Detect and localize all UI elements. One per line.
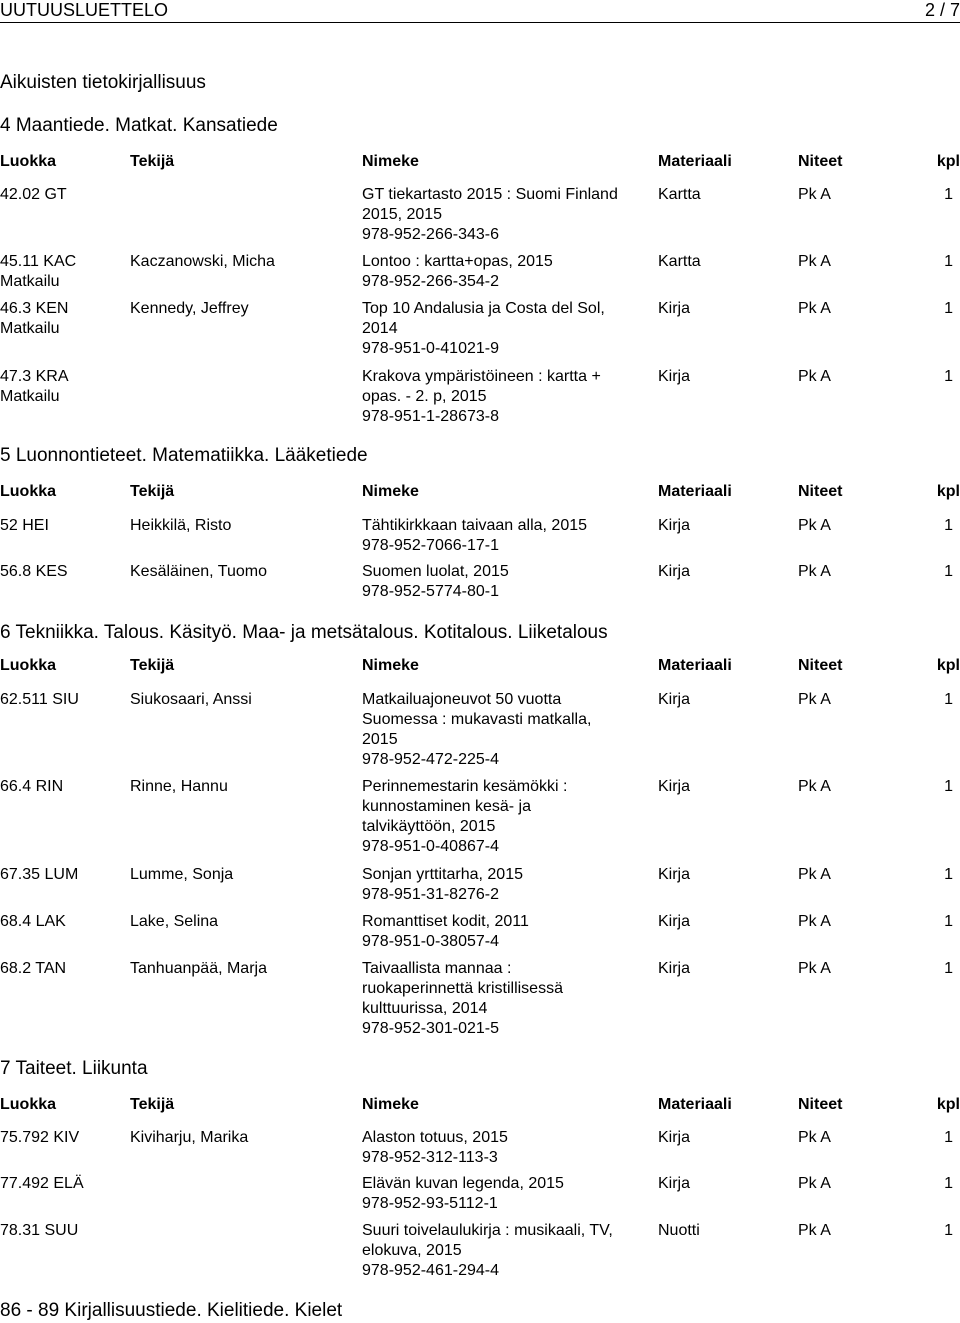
luokka-cell <box>0 252 125 292</box>
classification-code: 77.492 ELÄ <box>0 1175 84 1192</box>
column-header-materiaali: Materiaali <box>658 1096 732 1113</box>
classification-code: 56.8 KES <box>0 563 68 580</box>
copy-count: 1 <box>944 866 953 883</box>
luokka-cell <box>0 865 125 885</box>
column-header-tekija: Tekijä <box>130 1096 175 1113</box>
title-cell <box>362 959 652 1039</box>
author-name: Siukosaari, Anssi <box>130 691 252 708</box>
column-header-tekija: Tekijä <box>130 657 175 674</box>
material-type: Kirja <box>658 913 691 930</box>
column-header-kpl: kpl <box>936 153 960 170</box>
copies-location: Pk A <box>798 913 831 930</box>
column-header-materiaali: Materiaali <box>658 657 732 674</box>
column-header-nimeke: Nimeke <box>362 483 419 500</box>
isbn: 978-952-312-113-3 <box>362 1149 498 1166</box>
title-line: Suomessa : mukavasti matkalla, <box>362 711 592 728</box>
title-line: Sonjan yrttitarha, 2015 <box>362 866 523 883</box>
title-line: Perinnemestarin kesämökki : <box>362 778 568 795</box>
material-type: Kartta <box>658 253 701 270</box>
copies-location: Pk A <box>798 368 831 385</box>
isbn: 978-952-266-343-6 <box>362 226 499 243</box>
section-heading: 86 - 89 Kirjallisuustiede. Kielitiede. Kielet <box>0 1300 343 1321</box>
title-cell <box>362 562 652 602</box>
copy-count: 1 <box>944 778 953 795</box>
column-header-luokka: Luokka <box>0 657 57 674</box>
copy-count: 1 <box>944 1175 953 1192</box>
copy-count: 1 <box>944 253 953 270</box>
title-cell <box>362 252 652 292</box>
classification-code: 78.31 SUU <box>0 1222 79 1239</box>
title-cell <box>362 185 652 245</box>
classification-code: 52 HEI <box>0 517 49 534</box>
document-title: UUTUUSLUETTELO <box>0 0 169 20</box>
classification-subject: Matkailu <box>0 388 60 405</box>
material-type: Kirja <box>658 691 691 708</box>
material-type: Kirja <box>658 866 691 883</box>
title-line: talvikäyttöön, 2015 <box>362 818 496 835</box>
author-name: Lumme, Sonja <box>130 866 234 883</box>
isbn: 978-952-472-225-4 <box>362 751 499 768</box>
luokka-cell <box>0 690 125 710</box>
classification-subject: Matkailu <box>0 273 60 290</box>
title-line: 2015, 2015 <box>362 206 443 223</box>
copy-count: 1 <box>944 368 953 385</box>
classification-code: 47.3 KRA <box>0 368 69 385</box>
material-type: Kirja <box>658 778 691 795</box>
material-type: Kirja <box>658 1129 691 1146</box>
title-cell <box>362 516 652 556</box>
title-cell <box>362 299 652 359</box>
title-cell <box>362 865 652 905</box>
column-header-luokka: Luokka <box>0 1096 57 1113</box>
title-cell <box>362 1221 652 1281</box>
copies-location: Pk A <box>798 300 831 317</box>
copy-count: 1 <box>944 186 953 203</box>
copy-count: 1 <box>944 1129 953 1146</box>
copy-count: 1 <box>944 691 953 708</box>
classification-code: 75.792 KIV <box>0 1129 80 1146</box>
column-header-row <box>0 482 960 502</box>
isbn: 978-952-266-354-2 <box>362 273 499 290</box>
material-type: Nuotti <box>658 1222 700 1239</box>
material-type: Kirja <box>658 1175 691 1192</box>
title-line: ruokaperinnettä kristillisessä <box>362 980 563 997</box>
page-header <box>0 0 960 20</box>
luokka-cell <box>0 367 125 407</box>
column-header-row <box>0 152 960 172</box>
copy-count: 1 <box>944 300 953 317</box>
column-header-materiaali: Materiaali <box>658 153 732 170</box>
title-line: kunnostaminen kesä- ja <box>362 798 531 815</box>
classification-code: 42.02 GT <box>0 186 67 203</box>
column-header-tekija: Tekijä <box>130 153 175 170</box>
title-line: Lontoo : kartta+opas, 2015 <box>362 253 553 270</box>
isbn: 978-952-5774-80-1 <box>362 583 499 600</box>
column-header-luokka: Luokka <box>0 153 57 170</box>
copies-location: Pk A <box>798 1222 831 1239</box>
material-type: Kirja <box>658 563 691 580</box>
title-cell <box>362 1128 652 1168</box>
author-name: Kaczanowski, Micha <box>130 253 275 270</box>
copy-count: 1 <box>944 563 953 580</box>
copies-location: Pk A <box>798 517 831 534</box>
header-divider <box>0 22 960 23</box>
material-type: Kirja <box>658 368 691 385</box>
title-cell <box>362 1174 652 1214</box>
title-line: Taivaallista mannaa : <box>362 960 512 977</box>
column-header-tekija: Tekijä <box>130 483 175 500</box>
luokka-cell <box>0 1128 125 1148</box>
column-header-niteet: Niteet <box>798 483 843 500</box>
title-line: Elävän kuvan legenda, 2015 <box>362 1175 564 1192</box>
luokka-cell <box>0 777 125 797</box>
author-name: Kennedy, Jeffrey <box>130 300 249 317</box>
author-name: Tanhuanpää, Marja <box>130 960 267 977</box>
column-header-row <box>0 656 960 676</box>
luokka-cell <box>0 185 125 205</box>
copies-location: Pk A <box>798 960 831 977</box>
title-cell <box>362 367 652 427</box>
title-line: 2014 <box>362 320 398 337</box>
classification-code: 45.11 KAC <box>0 253 77 270</box>
copies-location: Pk A <box>798 563 831 580</box>
column-header-niteet: Niteet <box>798 153 843 170</box>
column-header-kpl: kpl <box>936 1096 960 1113</box>
luokka-cell <box>0 1221 125 1241</box>
luokka-cell <box>0 516 125 536</box>
column-header-nimeke: Nimeke <box>362 153 419 170</box>
column-header-nimeke: Nimeke <box>362 1096 419 1113</box>
isbn: 978-951-0-40867-4 <box>362 838 499 855</box>
isbn: 978-952-461-294-4 <box>362 1262 499 1279</box>
copy-count: 1 <box>944 517 953 534</box>
copies-location: Pk A <box>798 253 831 270</box>
classification-code: 62.511 SIU <box>0 691 79 708</box>
copy-count: 1 <box>944 1222 953 1239</box>
classification-code: 68.4 LAK <box>0 913 66 930</box>
column-header-luokka: Luokka <box>0 483 57 500</box>
title-line: Romanttiset kodit, 2011 <box>362 913 529 930</box>
isbn: 978-951-1-28673-8 <box>362 408 499 425</box>
title-line: Matkailuajoneuvot 50 vuotta <box>362 691 562 708</box>
copies-location: Pk A <box>798 1129 831 1146</box>
isbn: 978-951-31-8276-2 <box>362 886 499 903</box>
luokka-cell <box>0 1174 125 1194</box>
classification-subject: Matkailu <box>0 320 60 337</box>
copies-location: Pk A <box>798 186 831 203</box>
material-type: Kirja <box>658 960 691 977</box>
material-type: Kirja <box>658 517 691 534</box>
material-type: Kartta <box>658 186 701 203</box>
title-line: Top 10 Andalusia ja Costa del Sol, <box>362 300 605 317</box>
author-name: Heikkilä, Risto <box>130 517 232 534</box>
title-line: Tähtikirkkaan taivaan alla, 2015 <box>362 517 588 534</box>
title-line: Krakova ympäristöineen : kartta + <box>362 368 601 385</box>
classification-code: 46.3 KEN <box>0 300 69 317</box>
section-heading: 4 Maantiede. Matkat. Kansatiede <box>0 115 278 136</box>
column-header-nimeke: Nimeke <box>362 657 419 674</box>
copies-location: Pk A <box>798 691 831 708</box>
section-heading: 6 Tekniikka. Talous. Käsityö. Maa- ja metsätalous. Kotitalous. Liiketalous <box>0 622 608 643</box>
column-header-niteet: Niteet <box>798 657 843 674</box>
author-name: Kiviharju, Marika <box>130 1129 249 1146</box>
author-name: Rinne, Hannu <box>130 778 228 795</box>
classification-code: 66.4 RIN <box>0 778 64 795</box>
copies-location: Pk A <box>798 1175 831 1192</box>
title-line: Suuri toivelaulukirja : musikaali, TV, <box>362 1222 613 1239</box>
column-header-kpl: kpl <box>936 657 960 674</box>
isbn: 978-952-301-021-5 <box>362 1020 499 1037</box>
page-number: 2 / 7 <box>924 0 960 20</box>
title-line: 2015 <box>362 731 398 748</box>
title-cell <box>362 690 652 770</box>
column-header-materiaali: Materiaali <box>658 483 732 500</box>
luokka-cell <box>0 912 125 932</box>
author-name: Lake, Selina <box>130 913 219 930</box>
isbn: 978-951-0-41021-9 <box>362 340 499 357</box>
copy-count: 1 <box>944 913 953 930</box>
classification-code: 67.35 LUM <box>0 866 79 883</box>
title-cell <box>362 777 652 857</box>
title-line: GT tiekartasto 2015 : Suomi Finland <box>362 186 618 203</box>
title-line: elokuva, 2015 <box>362 1242 462 1259</box>
material-type: Kirja <box>658 300 691 317</box>
column-header-niteet: Niteet <box>798 1096 843 1113</box>
title-line: Alaston totuus, 2015 <box>362 1129 508 1146</box>
title-line: Suomen luolat, 2015 <box>362 563 509 580</box>
title-cell <box>362 912 652 952</box>
copies-location: Pk A <box>798 866 831 883</box>
copies-location: Pk A <box>798 778 831 795</box>
column-header-kpl: kpl <box>936 483 960 500</box>
section-heading: 7 Taiteet. Liikunta <box>0 1058 148 1079</box>
isbn: 978-952-93-5112-1 <box>362 1195 498 1212</box>
column-header-row <box>0 1095 960 1115</box>
isbn: 978-952-7066-17-1 <box>362 537 499 554</box>
main-heading: Aikuisten tietokirjallisuus <box>0 72 206 93</box>
luokka-cell <box>0 299 125 339</box>
title-line: kulttuurissa, 2014 <box>362 1000 488 1017</box>
classification-code: 68.2 TAN <box>0 960 67 977</box>
author-name: Kesäläinen, Tuomo <box>130 563 267 580</box>
title-line: opas. - 2. p, 2015 <box>362 388 487 405</box>
section-heading: 5 Luonnontieteet. Matematiikka. Lääketiede <box>0 445 368 466</box>
luokka-cell <box>0 959 125 979</box>
isbn: 978-951-0-38057-4 <box>362 933 499 950</box>
luokka-cell <box>0 562 125 582</box>
copy-count: 1 <box>944 960 953 977</box>
